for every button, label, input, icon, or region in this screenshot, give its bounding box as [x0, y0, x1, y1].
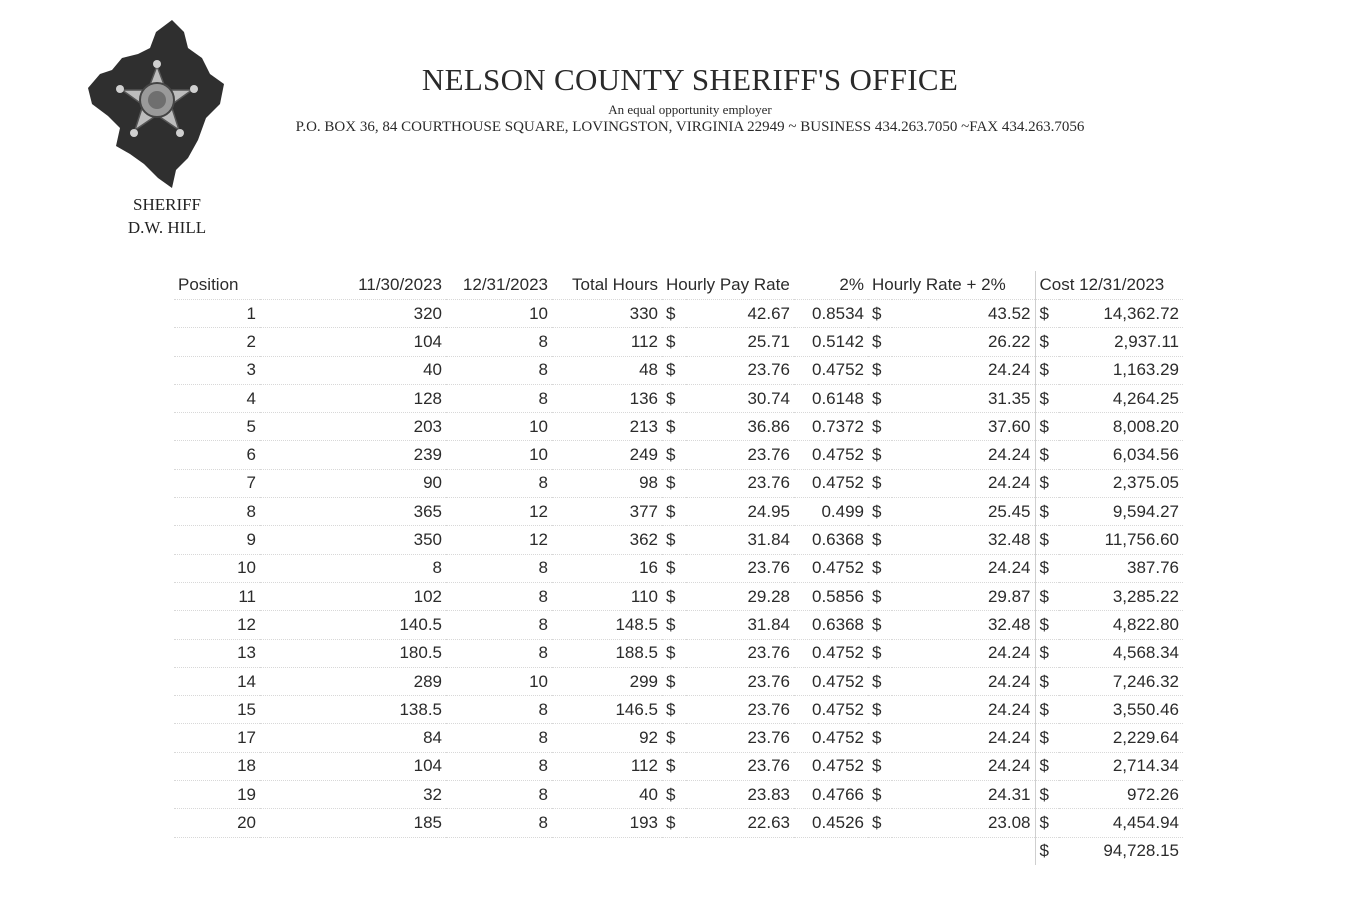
- cost-cell: 1,163.29: [1059, 356, 1183, 384]
- office-name: NELSON COUNTY SHERIFF'S OFFICE: [421, 62, 959, 97]
- dec-hours-cell: 12: [446, 498, 552, 526]
- nov-hours-cell: 239: [260, 441, 446, 469]
- sheriff-name: D.W. HILL: [127, 218, 207, 237]
- cost-cell: 4,264.25: [1059, 384, 1183, 412]
- total-hours-cell: 148.5: [552, 611, 662, 639]
- total-hours-cell: 193: [552, 809, 662, 837]
- currency-symbol: $: [662, 526, 686, 554]
- currency-symbol: $: [868, 554, 892, 582]
- total-hours-cell: 48: [552, 356, 662, 384]
- rate-plus-two-cell: 24.31: [892, 781, 1035, 809]
- two-percent-cell: 0.6148: [794, 384, 868, 412]
- nov-hours-cell: 140.5: [260, 611, 446, 639]
- table-row: [174, 526, 1183, 554]
- two-percent-cell: 0.6368: [794, 611, 868, 639]
- position-cell: 14: [174, 667, 260, 695]
- sheriff-star-county-map-icon: [86, 18, 228, 190]
- cost-cell: 4,568.34: [1059, 639, 1183, 667]
- two-percent-cell: 0.4766: [794, 781, 868, 809]
- currency-symbol: $: [868, 384, 892, 412]
- two-percent-cell: 0.4752: [794, 667, 868, 695]
- nov-hours-cell: 185: [260, 809, 446, 837]
- total-hours-cell: 40: [552, 781, 662, 809]
- sheriff-title: SHERIFF: [132, 195, 202, 214]
- cost-cell: 2,937.11: [1059, 328, 1183, 356]
- currency-symbol: $: [662, 667, 686, 695]
- cost-cell: 4,822.80: [1059, 611, 1183, 639]
- dec-hours-cell: 8: [446, 724, 552, 752]
- empty-cell: [794, 837, 868, 865]
- currency-symbol: $: [662, 413, 686, 441]
- currency-symbol: $: [868, 667, 892, 695]
- grand-total-cell: 94,728.15: [1103, 841, 1179, 861]
- table-row: [174, 413, 1183, 441]
- two-percent-cell: 0.4526: [794, 809, 868, 837]
- currency-symbol: $: [1035, 837, 1059, 865]
- dec-hours-cell: 8: [446, 639, 552, 667]
- currency-symbol: $: [868, 300, 892, 328]
- dec-hours-cell: 10: [446, 413, 552, 441]
- nov-hours-cell: 90: [260, 469, 446, 497]
- hourly-rate-cell: 23.76: [686, 724, 794, 752]
- table-row: [174, 667, 1183, 695]
- col-header-cost: Cost 12/31/2023: [1035, 271, 1183, 300]
- two-percent-cell: 0.4752: [794, 639, 868, 667]
- col-header-total-hours: Total Hours: [552, 271, 662, 300]
- hourly-rate-cell: 23.76: [686, 469, 794, 497]
- two-percent-cell: 0.4752: [794, 356, 868, 384]
- position-cell: 8: [174, 498, 260, 526]
- nov-hours-cell: 365: [260, 498, 446, 526]
- currency-symbol: $: [1035, 809, 1059, 837]
- nov-hours-cell: 32: [260, 781, 446, 809]
- currency-symbol: $: [1035, 781, 1059, 809]
- total-hours-cell: 249: [552, 441, 662, 469]
- dec-hours-cell: 8: [446, 781, 552, 809]
- two-percent-cell: 0.8534: [794, 300, 868, 328]
- rate-plus-two-cell: 24.24: [892, 441, 1035, 469]
- position-cell: 19: [174, 781, 260, 809]
- currency-symbol: $: [1035, 667, 1059, 695]
- position-cell: 11: [174, 582, 260, 610]
- office-address: P.O. BOX 36, 84 COURTHOUSE SQUARE, LOVINGSTON, VIRGINIA 22949 ~ BUSINESS 434.263.7050 ~FAX 434.263.7056: [295, 119, 1085, 135]
- currency-symbol: $: [662, 752, 686, 780]
- tagline: An equal opportunity employer: [608, 102, 772, 117]
- cost-cell: 2,714.34: [1059, 752, 1183, 780]
- currency-symbol: $: [868, 809, 892, 837]
- rate-plus-two-cell: 24.24: [892, 639, 1035, 667]
- currency-symbol: $: [662, 384, 686, 412]
- currency-symbol: $: [868, 469, 892, 497]
- position-cell: 5: [174, 413, 260, 441]
- currency-symbol: $: [1035, 469, 1059, 497]
- total-hours-cell: 110: [552, 582, 662, 610]
- empty-cell: [552, 837, 662, 865]
- hourly-rate-cell: 23.76: [686, 554, 794, 582]
- rate-plus-two-cell: 23.08: [892, 809, 1035, 837]
- table-row: [174, 469, 1183, 497]
- total-hours-cell: 16: [552, 554, 662, 582]
- position-cell: 9: [174, 526, 260, 554]
- currency-symbol: $: [662, 611, 686, 639]
- table-row: [174, 639, 1183, 667]
- dec-hours-cell: 8: [446, 809, 552, 837]
- two-percent-cell: 0.4752: [794, 469, 868, 497]
- empty-cell: [662, 837, 686, 865]
- total-hours-cell: 362: [552, 526, 662, 554]
- total-hours-cell: 112: [552, 328, 662, 356]
- position-cell: 13: [174, 639, 260, 667]
- two-percent-cell: 0.7372: [794, 413, 868, 441]
- empty-cell: [260, 837, 446, 865]
- position-cell: 1: [174, 300, 260, 328]
- cost-cell: 4,454.94: [1059, 809, 1183, 837]
- currency-symbol: $: [868, 328, 892, 356]
- two-percent-cell: 0.4752: [794, 441, 868, 469]
- currency-symbol: $: [662, 554, 686, 582]
- currency-symbol: $: [662, 356, 686, 384]
- dec-hours-cell: 8: [446, 582, 552, 610]
- empty-cell: [868, 837, 892, 865]
- currency-symbol: $: [662, 639, 686, 667]
- currency-symbol: $: [1035, 328, 1059, 356]
- nov-hours-cell: 40: [260, 356, 446, 384]
- table-row: [174, 554, 1183, 582]
- currency-symbol: $: [868, 696, 892, 724]
- dec-hours-cell: 12: [446, 526, 552, 554]
- position-cell: 12: [174, 611, 260, 639]
- currency-symbol: $: [1035, 441, 1059, 469]
- currency-symbol: $: [1035, 582, 1059, 610]
- hourly-rate-cell: 22.63: [686, 809, 794, 837]
- cost-cell: 2,375.05: [1059, 469, 1183, 497]
- dec-hours-cell: 8: [446, 554, 552, 582]
- currency-symbol: $: [1035, 611, 1059, 639]
- dec-hours-cell: 8: [446, 611, 552, 639]
- rate-plus-two-cell: 43.52: [892, 300, 1035, 328]
- dec-hours-cell: 8: [446, 384, 552, 412]
- rate-plus-two-cell: 32.48: [892, 526, 1035, 554]
- table-row: [174, 752, 1183, 780]
- dec-hours-cell: 10: [446, 667, 552, 695]
- rate-plus-two-cell: 24.24: [892, 696, 1035, 724]
- nov-hours-cell: 350: [260, 526, 446, 554]
- total-hours-cell: 330: [552, 300, 662, 328]
- position-cell: 6: [174, 441, 260, 469]
- two-percent-cell: 0.499: [794, 498, 868, 526]
- dec-hours-cell: 8: [446, 752, 552, 780]
- hourly-rate-cell: 31.84: [686, 611, 794, 639]
- currency-symbol: $: [868, 752, 892, 780]
- rate-plus-two-cell: 37.60: [892, 413, 1035, 441]
- rate-plus-two-cell: 24.24: [892, 752, 1035, 780]
- empty-cell: [446, 837, 552, 865]
- col-header-rate-plus-two: Hourly Rate + 2%: [868, 271, 1035, 300]
- currency-symbol: $: [1035, 384, 1059, 412]
- rate-plus-two-cell: 29.87: [892, 582, 1035, 610]
- two-percent-cell: 0.4752: [794, 724, 868, 752]
- hourly-rate-cell: 23.76: [686, 356, 794, 384]
- table-row: [174, 696, 1183, 724]
- currency-symbol: $: [868, 413, 892, 441]
- rate-plus-two-cell: 31.35: [892, 384, 1035, 412]
- position-cell: 7: [174, 469, 260, 497]
- table-row: [174, 611, 1183, 639]
- currency-symbol: $: [868, 611, 892, 639]
- two-percent-cell: 0.6368: [794, 526, 868, 554]
- table-row: [174, 356, 1183, 384]
- position-cell: 3: [174, 356, 260, 384]
- currency-symbol: $: [662, 328, 686, 356]
- dec-hours-cell: 8: [446, 469, 552, 497]
- cost-cell: 9,594.27: [1059, 498, 1183, 526]
- currency-symbol: $: [1035, 554, 1059, 582]
- nov-hours-cell: 320: [260, 300, 446, 328]
- two-percent-cell: 0.4752: [794, 696, 868, 724]
- grand-total-row: [174, 837, 1183, 865]
- col-header-two-percent: 2%: [794, 271, 868, 300]
- table-row: [174, 781, 1183, 809]
- two-percent-cell: 0.5142: [794, 328, 868, 356]
- nov-hours-cell: 289: [260, 667, 446, 695]
- currency-symbol: $: [868, 781, 892, 809]
- two-percent-cell: 0.4752: [794, 752, 868, 780]
- rate-plus-two-cell: 32.48: [892, 611, 1035, 639]
- cost-cell: 972.26: [1059, 781, 1183, 809]
- cost-cell: 11,756.60: [1059, 526, 1183, 554]
- table-row: [174, 441, 1183, 469]
- position-cell: 18: [174, 752, 260, 780]
- table-header-row: [174, 271, 1183, 300]
- currency-symbol: $: [662, 781, 686, 809]
- rate-plus-two-cell: 24.24: [892, 469, 1035, 497]
- table-row: [174, 582, 1183, 610]
- hourly-rate-cell: 25.71: [686, 328, 794, 356]
- rate-plus-two-cell: 24.24: [892, 724, 1035, 752]
- nov-hours-cell: 84: [260, 724, 446, 752]
- sheriff-block: [104, 193, 230, 239]
- hourly-rate-cell: 23.76: [686, 696, 794, 724]
- rate-plus-two-cell: 24.24: [892, 356, 1035, 384]
- dec-hours-cell: 8: [446, 696, 552, 724]
- dec-hours-cell: 8: [446, 328, 552, 356]
- nov-hours-cell: 104: [260, 752, 446, 780]
- table-row: [174, 724, 1183, 752]
- hourly-rate-cell: 23.76: [686, 667, 794, 695]
- table-row: [174, 498, 1183, 526]
- position-cell: 2: [174, 328, 260, 356]
- hourly-rate-cell: 23.83: [686, 781, 794, 809]
- hourly-rate-cell: 30.74: [686, 384, 794, 412]
- rate-plus-two-cell: 26.22: [892, 328, 1035, 356]
- total-hours-cell: 146.5: [552, 696, 662, 724]
- total-hours-cell: 112: [552, 752, 662, 780]
- table-row: [174, 328, 1183, 356]
- currency-symbol: $: [868, 582, 892, 610]
- total-hours-cell: 92: [552, 724, 662, 752]
- currency-symbol: $: [1035, 300, 1059, 328]
- currency-symbol: $: [662, 441, 686, 469]
- cost-cell: 3,550.46: [1059, 696, 1183, 724]
- currency-symbol: $: [1035, 639, 1059, 667]
- currency-symbol: $: [662, 498, 686, 526]
- nov-hours-cell: 128: [260, 384, 446, 412]
- hourly-rate-cell: 29.28: [686, 582, 794, 610]
- cost-cell: 6,034.56: [1059, 441, 1183, 469]
- cost-cell: 3,285.22: [1059, 582, 1183, 610]
- col-header-dec: 12/31/2023: [446, 271, 552, 300]
- total-hours-cell: 377: [552, 498, 662, 526]
- hourly-rate-cell: 24.95: [686, 498, 794, 526]
- hourly-rate-cell: 31.84: [686, 526, 794, 554]
- table-row: [174, 384, 1183, 412]
- total-hours-cell: 213: [552, 413, 662, 441]
- cost-cell: 8,008.20: [1059, 413, 1183, 441]
- hourly-rate-cell: 23.76: [686, 441, 794, 469]
- total-hours-cell: 188.5: [552, 639, 662, 667]
- currency-symbol: $: [868, 356, 892, 384]
- currency-symbol: $: [662, 724, 686, 752]
- currency-symbol: $: [1035, 696, 1059, 724]
- currency-symbol: $: [662, 469, 686, 497]
- cost-cell: 2,229.64: [1059, 724, 1183, 752]
- position-cell: 10: [174, 554, 260, 582]
- position-cell: 20: [174, 809, 260, 837]
- hourly-rate-cell: 36.86: [686, 413, 794, 441]
- currency-symbol: $: [868, 498, 892, 526]
- rate-plus-two-cell: 24.24: [892, 554, 1035, 582]
- total-hours-cell: 299: [552, 667, 662, 695]
- overtime-cost-table: [174, 271, 1183, 865]
- empty-cell: [686, 837, 794, 865]
- total-hours-cell: 136: [552, 384, 662, 412]
- hourly-rate-cell: 42.67: [686, 300, 794, 328]
- nov-hours-cell: 104: [260, 328, 446, 356]
- position-cell: 17: [174, 724, 260, 752]
- table-row: [174, 300, 1183, 328]
- currency-symbol: $: [1035, 526, 1059, 554]
- letterhead: [250, 58, 1130, 137]
- cost-cell: 7,246.32: [1059, 667, 1183, 695]
- currency-symbol: $: [868, 724, 892, 752]
- table-row: [174, 809, 1183, 837]
- nov-hours-cell: 102: [260, 582, 446, 610]
- nov-hours-cell: 203: [260, 413, 446, 441]
- col-header-position: Position: [174, 271, 260, 300]
- currency-symbol: $: [662, 809, 686, 837]
- nov-hours-cell: 138.5: [260, 696, 446, 724]
- hourly-rate-cell: 23.76: [686, 639, 794, 667]
- currency-symbol: $: [1035, 498, 1059, 526]
- nov-hours-cell: 8: [260, 554, 446, 582]
- currency-symbol: $: [662, 696, 686, 724]
- currency-symbol: $: [1035, 356, 1059, 384]
- currency-symbol: $: [868, 526, 892, 554]
- position-cell: 15: [174, 696, 260, 724]
- empty-cell: [174, 837, 260, 865]
- currency-symbol: $: [868, 639, 892, 667]
- dec-hours-cell: 8: [446, 356, 552, 384]
- empty-cell: [892, 837, 1035, 865]
- cost-cell: 387.76: [1059, 554, 1183, 582]
- hourly-rate-cell: 23.76: [686, 752, 794, 780]
- currency-symbol: $: [662, 582, 686, 610]
- nov-hours-cell: 180.5: [260, 639, 446, 667]
- position-cell: 4: [174, 384, 260, 412]
- rate-plus-two-cell: 25.45: [892, 498, 1035, 526]
- dec-hours-cell: 10: [446, 300, 552, 328]
- dec-hours-cell: 10: [446, 441, 552, 469]
- two-percent-cell: 0.4752: [794, 554, 868, 582]
- currency-symbol: $: [1035, 413, 1059, 441]
- two-percent-cell: 0.5856: [794, 582, 868, 610]
- currency-symbol: $: [1035, 752, 1059, 780]
- currency-symbol: $: [1035, 724, 1059, 752]
- currency-symbol: $: [662, 300, 686, 328]
- total-hours-cell: 98: [552, 469, 662, 497]
- cost-cell: 14,362.72: [1059, 300, 1183, 328]
- currency-symbol: $: [868, 441, 892, 469]
- col-header-hourly-pay-rate: Hourly Pay Rate: [662, 271, 794, 300]
- rate-plus-two-cell: 24.24: [892, 667, 1035, 695]
- col-header-nov: 11/30/2023: [260, 271, 446, 300]
